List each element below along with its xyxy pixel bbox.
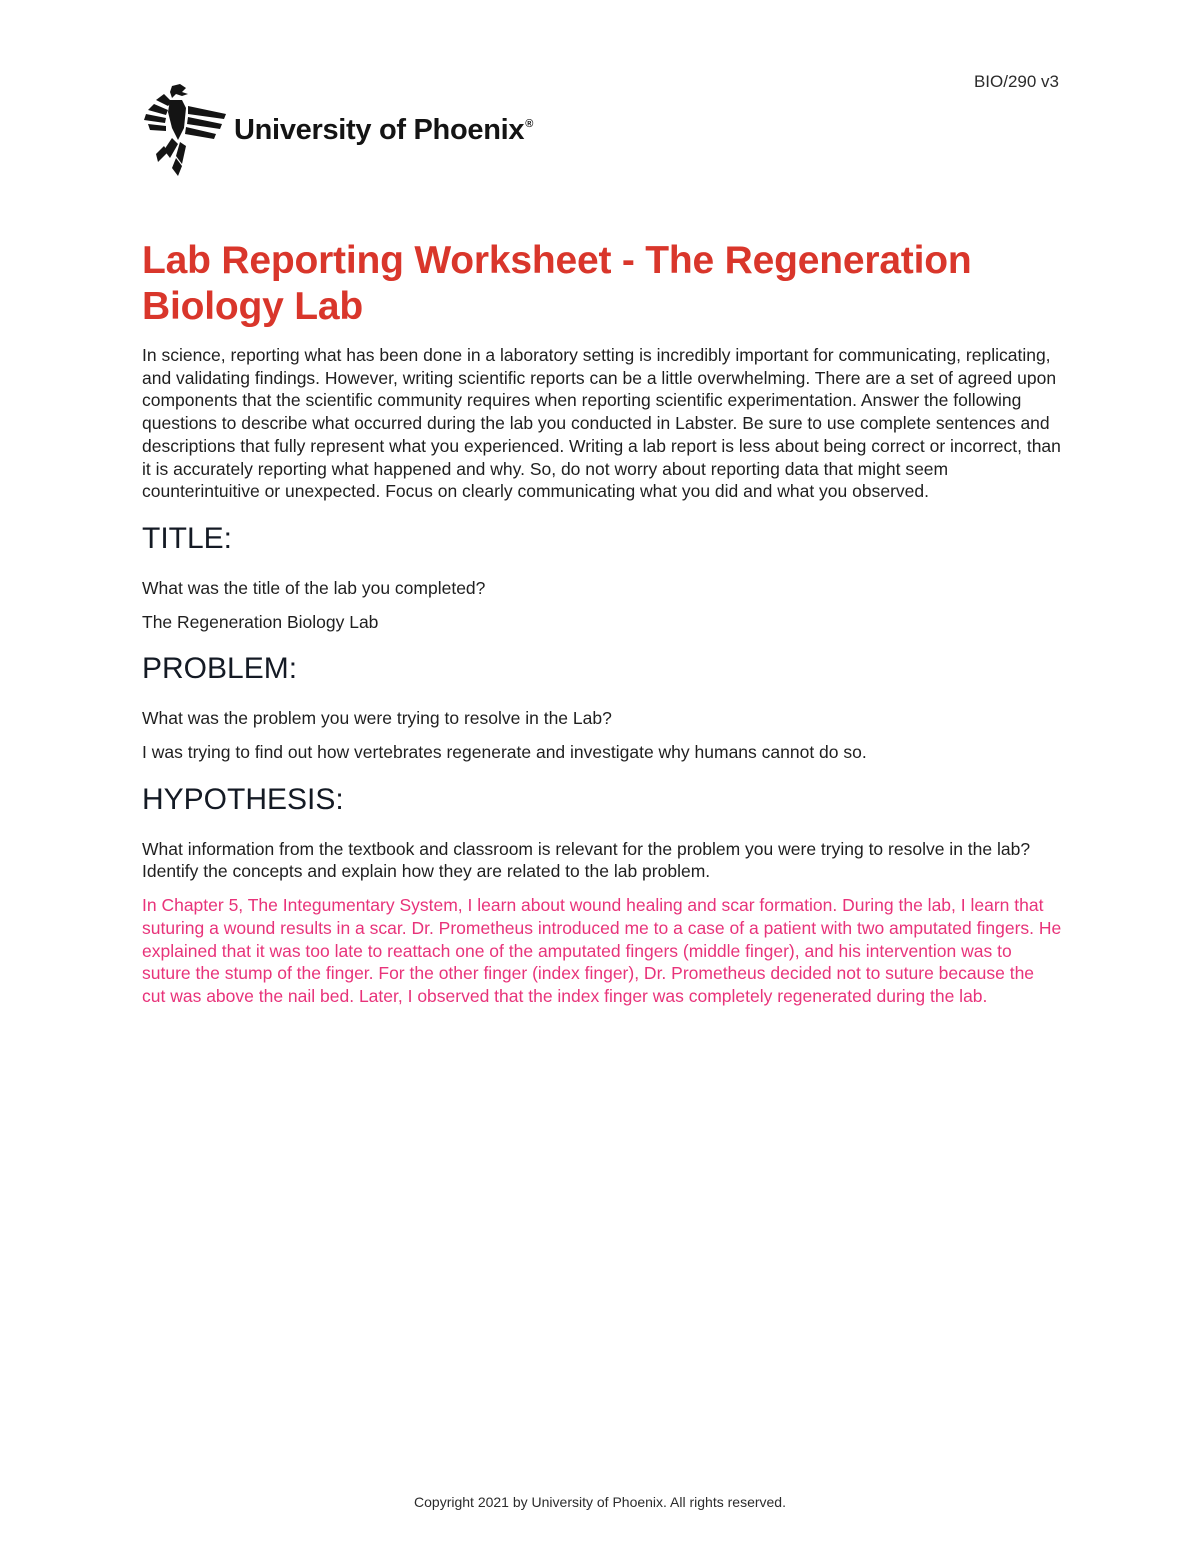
answer-problem: I was trying to find out how vertebrates regenerate and investigate why humans cannot do so. [142, 742, 867, 763]
section-heading-problem: PROBLEM: [142, 652, 298, 686]
worksheet-content [142, 238, 1062, 1008]
logo-text: University of Phoenix® [234, 113, 534, 146]
question-hypothesis: What information from the textbook and classroom is relevant for the problem you were trying to resolve in the lab? Identify the concepts and explain how they are related to the lab problem. [142, 838, 1031, 882]
document-title: Lab Reporting Worksheet - The Regeneration Biology Lab [142, 239, 972, 328]
question-problem: What was the problem you were trying to resolve in the Lab? [142, 708, 612, 729]
intro-paragraph: In science, reporting what has been done in a laboratory setting is incredibly important for communicating, replicating, and validating findings. However, writing scientific reports can be a little overwhelming. There are a set of agreed upon components that the scientific community requires when reporting scientific experimentation. Answer the following questions to describe what occurred during the lab you conducted in Labster. Be sure to use complete sentences and descriptions that fully represent what you experienced. Writing a lab report is less about being correct or incorrect, than it is accurately reporting what happened and why. So, do not worry about reporting data that might seem counterintuitive or unexpected. Focus on clearly communicating what you did and what you observed. [142, 345, 1061, 502]
course-code: BIO/290 v3 [973, 72, 1059, 91]
answer-hypothesis: In Chapter 5, The Integumentary System, I learn about wound healing and scar formation. During the lab, I learn that suturing a wound results in a scar. Dr. Prometheus introduced me to a case of a patient with two amputated fingers. He explained that it was too late to reattach one of the amputated fingers (middle finger), and his intervention was to suture the stump of the finger. For the other finger (index finger), Dr. Prometheus decided not to suture because the cut was above the nail bed. Later, I observed that the index finger was completely regenerated during the lab. [142, 895, 1062, 1006]
section-heading-title: TITLE: [142, 521, 233, 555]
section-heading-hypothesis: HYPOTHESIS: [142, 782, 344, 816]
copyright-footer: Copyright 2021 by University of Phoenix. All rights reserved. [414, 1494, 786, 1510]
question-title: What was the title of the lab you completed? [142, 577, 486, 598]
answer-title: The Regeneration Biology Lab [142, 611, 379, 632]
phoenix-logo-icon [142, 84, 228, 176]
university-logo [142, 84, 533, 176]
